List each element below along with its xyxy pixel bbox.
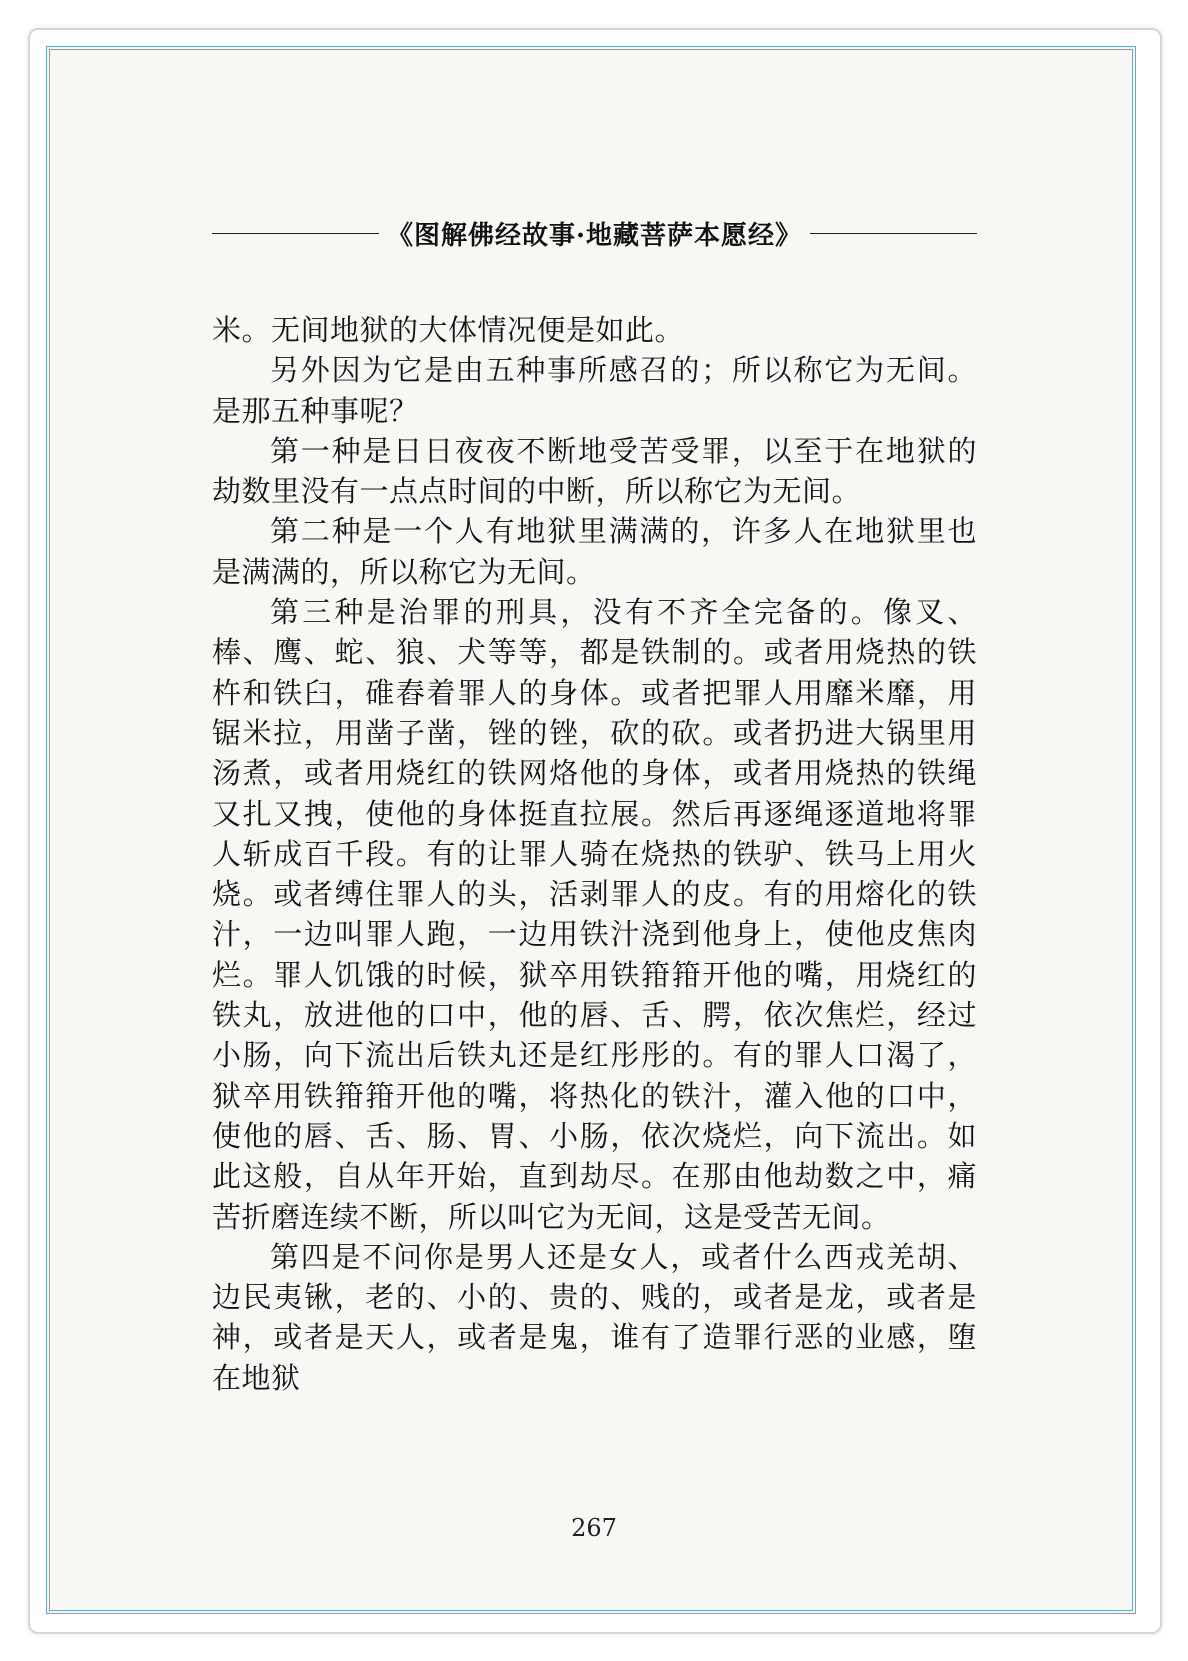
page-number: 267	[571, 1514, 617, 1542]
paragraph: 米。无间地狱的大体情况便是如此。	[212, 313, 685, 347]
running-header	[212, 213, 977, 253]
paragraph: 第一种是日日夜夜不断地受苦受罪，以至于在地狱的劫数里没有一点点时间的中断，所以称它为无间。	[212, 433, 977, 509]
paragraph: 第三种是治罪的刑具，没有不齐全完备的。像叉、棒、鹰、蛇、狼、犬等等，都是铁制的。或者用烧热的铁杵和铁臼，碓舂着罪人的身体。或者把罪人用靡米靡，用锯米拉，用凿子凿，锉的锉，砍的砍。或者扔进大锅里用汤煮，或者用烧红的铁网烙他的身体，或者用烧热的铁绳又扎又拽，使他的身体挺直拉展。然后再逐绳逐道地将罪人斩成百千段。有的让罪人骑在烧热的铁驴、铁马上用火烧。或者缚住罪人的头，活剥罪人的皮。有的用熔化的铁汁，一边叫罪人跑，一边用铁汁浇到他身上，使他皮焦肉烂。罪人饥饿的时候，狱卒用铁箝箝开他的嘴，用烧红的铁丸，放进他的口中，他的唇、舌、腭，依次焦烂，经过小肠，向下流出后铁丸还是红彤彤的。有的罪人口渴了，狱卒用铁箝箝开他的嘴，将热化的铁汁，灌入他的口中，使他的唇、舌、肠、胃、小肠，依次烧烂，向下流出。如此这般，自从年开始，直到劫尽。在那由他劫数之中，痛苦折磨连续不断，所以叫它为无间，这是受苦无间。	[212, 595, 977, 1234]
header-title: 《图解佛经故事·地藏菩萨本愿经》	[386, 220, 803, 251]
body-text	[212, 310, 977, 1398]
paragraph: 第四是不问你是男人还是女人，或者什么西戎羌胡、边民夷锹，老的、小的、贵的、贱的，或者是龙，或者是神，或者是天人，或者是鬼，谁有了造罪行恶的业感，堕在地狱	[212, 1239, 977, 1395]
header-rule-left	[212, 233, 379, 234]
paragraph: 另外因为它是由五种事所感召的；所以称它为无间。是那五种事呢？	[212, 353, 977, 428]
header-rule-right	[810, 233, 977, 234]
paragraph: 第二种是一个人有地狱里满满的，许多人在地狱里也是满满的，所以称它为无间。	[212, 514, 977, 589]
